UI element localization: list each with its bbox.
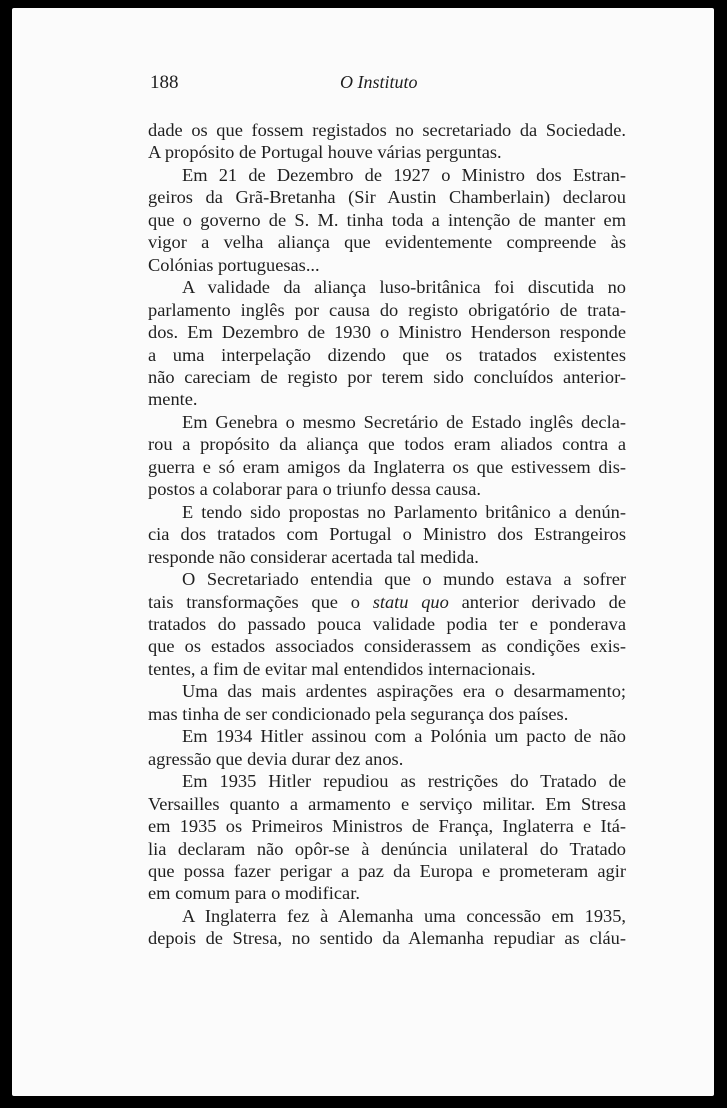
text-line: Versailles quanto a armamento e serviço militar. Em Stresa: [148, 793, 626, 814]
text-line: parlamento inglês por causa do registo obrigatório de trata-: [148, 299, 626, 320]
text-line: vigor a velha aliança que evidentemente compreende às: [148, 232, 626, 253]
text-line: que o governo de S. M. tinha toda a intenção de manter em: [148, 209, 626, 230]
text-line: Em 1934 Hitler assinou com a Polónia um pacto de não: [182, 726, 626, 747]
text-line: Em 1935 Hitler repudiou as restrições do Tratado de: [182, 771, 626, 792]
text-line: responde não considerar acertada tal medida.: [148, 546, 479, 567]
italic-phrase: statu quo: [372, 591, 449, 612]
text-line: a uma interpelação dizendo que os tratados existentes: [148, 344, 626, 365]
text-line: depois de Stresa, no sentido da Alemanha repudiar as cláu-: [148, 928, 626, 949]
text-line: postos a colaborar para o triunfo dessa causa.: [148, 479, 481, 500]
text-line: em comum para o modificar.: [148, 883, 360, 904]
text-line: Colónias portuguesas...: [148, 254, 320, 275]
text-line: mas tinha de ser condicionado pela segurança dos países.: [148, 703, 569, 724]
text-line: em 1935 os Primeiros Ministros de França, Inglaterra e Itá-: [148, 816, 626, 837]
text-line: não careciam de registo por terem sido concluídos anterior-: [148, 366, 626, 387]
page-header: [150, 72, 628, 96]
running-title: O Instituto: [340, 72, 418, 92]
text-line: que os estados associados considerassem as condições exis-: [148, 636, 626, 657]
text-line: Em Genebra o mesmo Secretário de Estado inglês decla-: [182, 411, 626, 432]
text-line: Em 21 de Dezembro de 1927 o Ministro dos Estran-: [182, 164, 626, 185]
text-line: E tendo sido propostas no Parlamento britânico a denún-: [182, 501, 626, 522]
text-line: mente.: [148, 389, 198, 410]
text-line: dos. Em Dezembro de 1930 o Ministro Henderson responde: [148, 322, 626, 343]
text-line: tais transformações que o statu quo anterior derivado de: [148, 591, 626, 612]
text-line: agressão que devia durar dez anos.: [148, 748, 404, 769]
text-line: A Inglaterra fez à Alemanha uma concessão em 1935,: [182, 905, 626, 926]
text-line: lia declaram não opôr-se à denúncia unilateral do Tratado: [148, 838, 626, 859]
text-line: tentes, a fim de evitar mal entendidos internacionais.: [148, 658, 536, 679]
text-line: geiros da Grã-Bretanha (Sir Austin Chamberlain) declarou: [148, 187, 626, 208]
text-line: rou a propósito da aliança que todos eram aliados contra a: [148, 434, 626, 455]
text-line: que possa fazer perigar a paz da Europa e prometeram agir: [148, 860, 626, 881]
body-text: [148, 119, 626, 950]
text-line: guerra e só eram amigos da Inglaterra os que estivessem dis-: [148, 456, 626, 477]
text-line: cia dos tratados com Portugal o Ministro dos Estrangeiros: [148, 524, 626, 545]
text-line: Uma das mais ardentes aspirações era o desarmamento;: [182, 681, 626, 702]
text-line: O Secretariado entendia que o mundo estava a sofrer: [182, 569, 626, 590]
text-line: tratados do passado pouca validade podia ter e ponderava: [148, 613, 626, 634]
page-number: 188: [150, 72, 179, 93]
text-line: dade os que fossem registados no secretariado da Sociedade.: [148, 120, 626, 140]
text-line: A validade da aliança luso-britânica foi discutida no: [182, 277, 626, 298]
text-line: A propósito de Portugal houve várias perguntas.: [148, 142, 502, 163]
